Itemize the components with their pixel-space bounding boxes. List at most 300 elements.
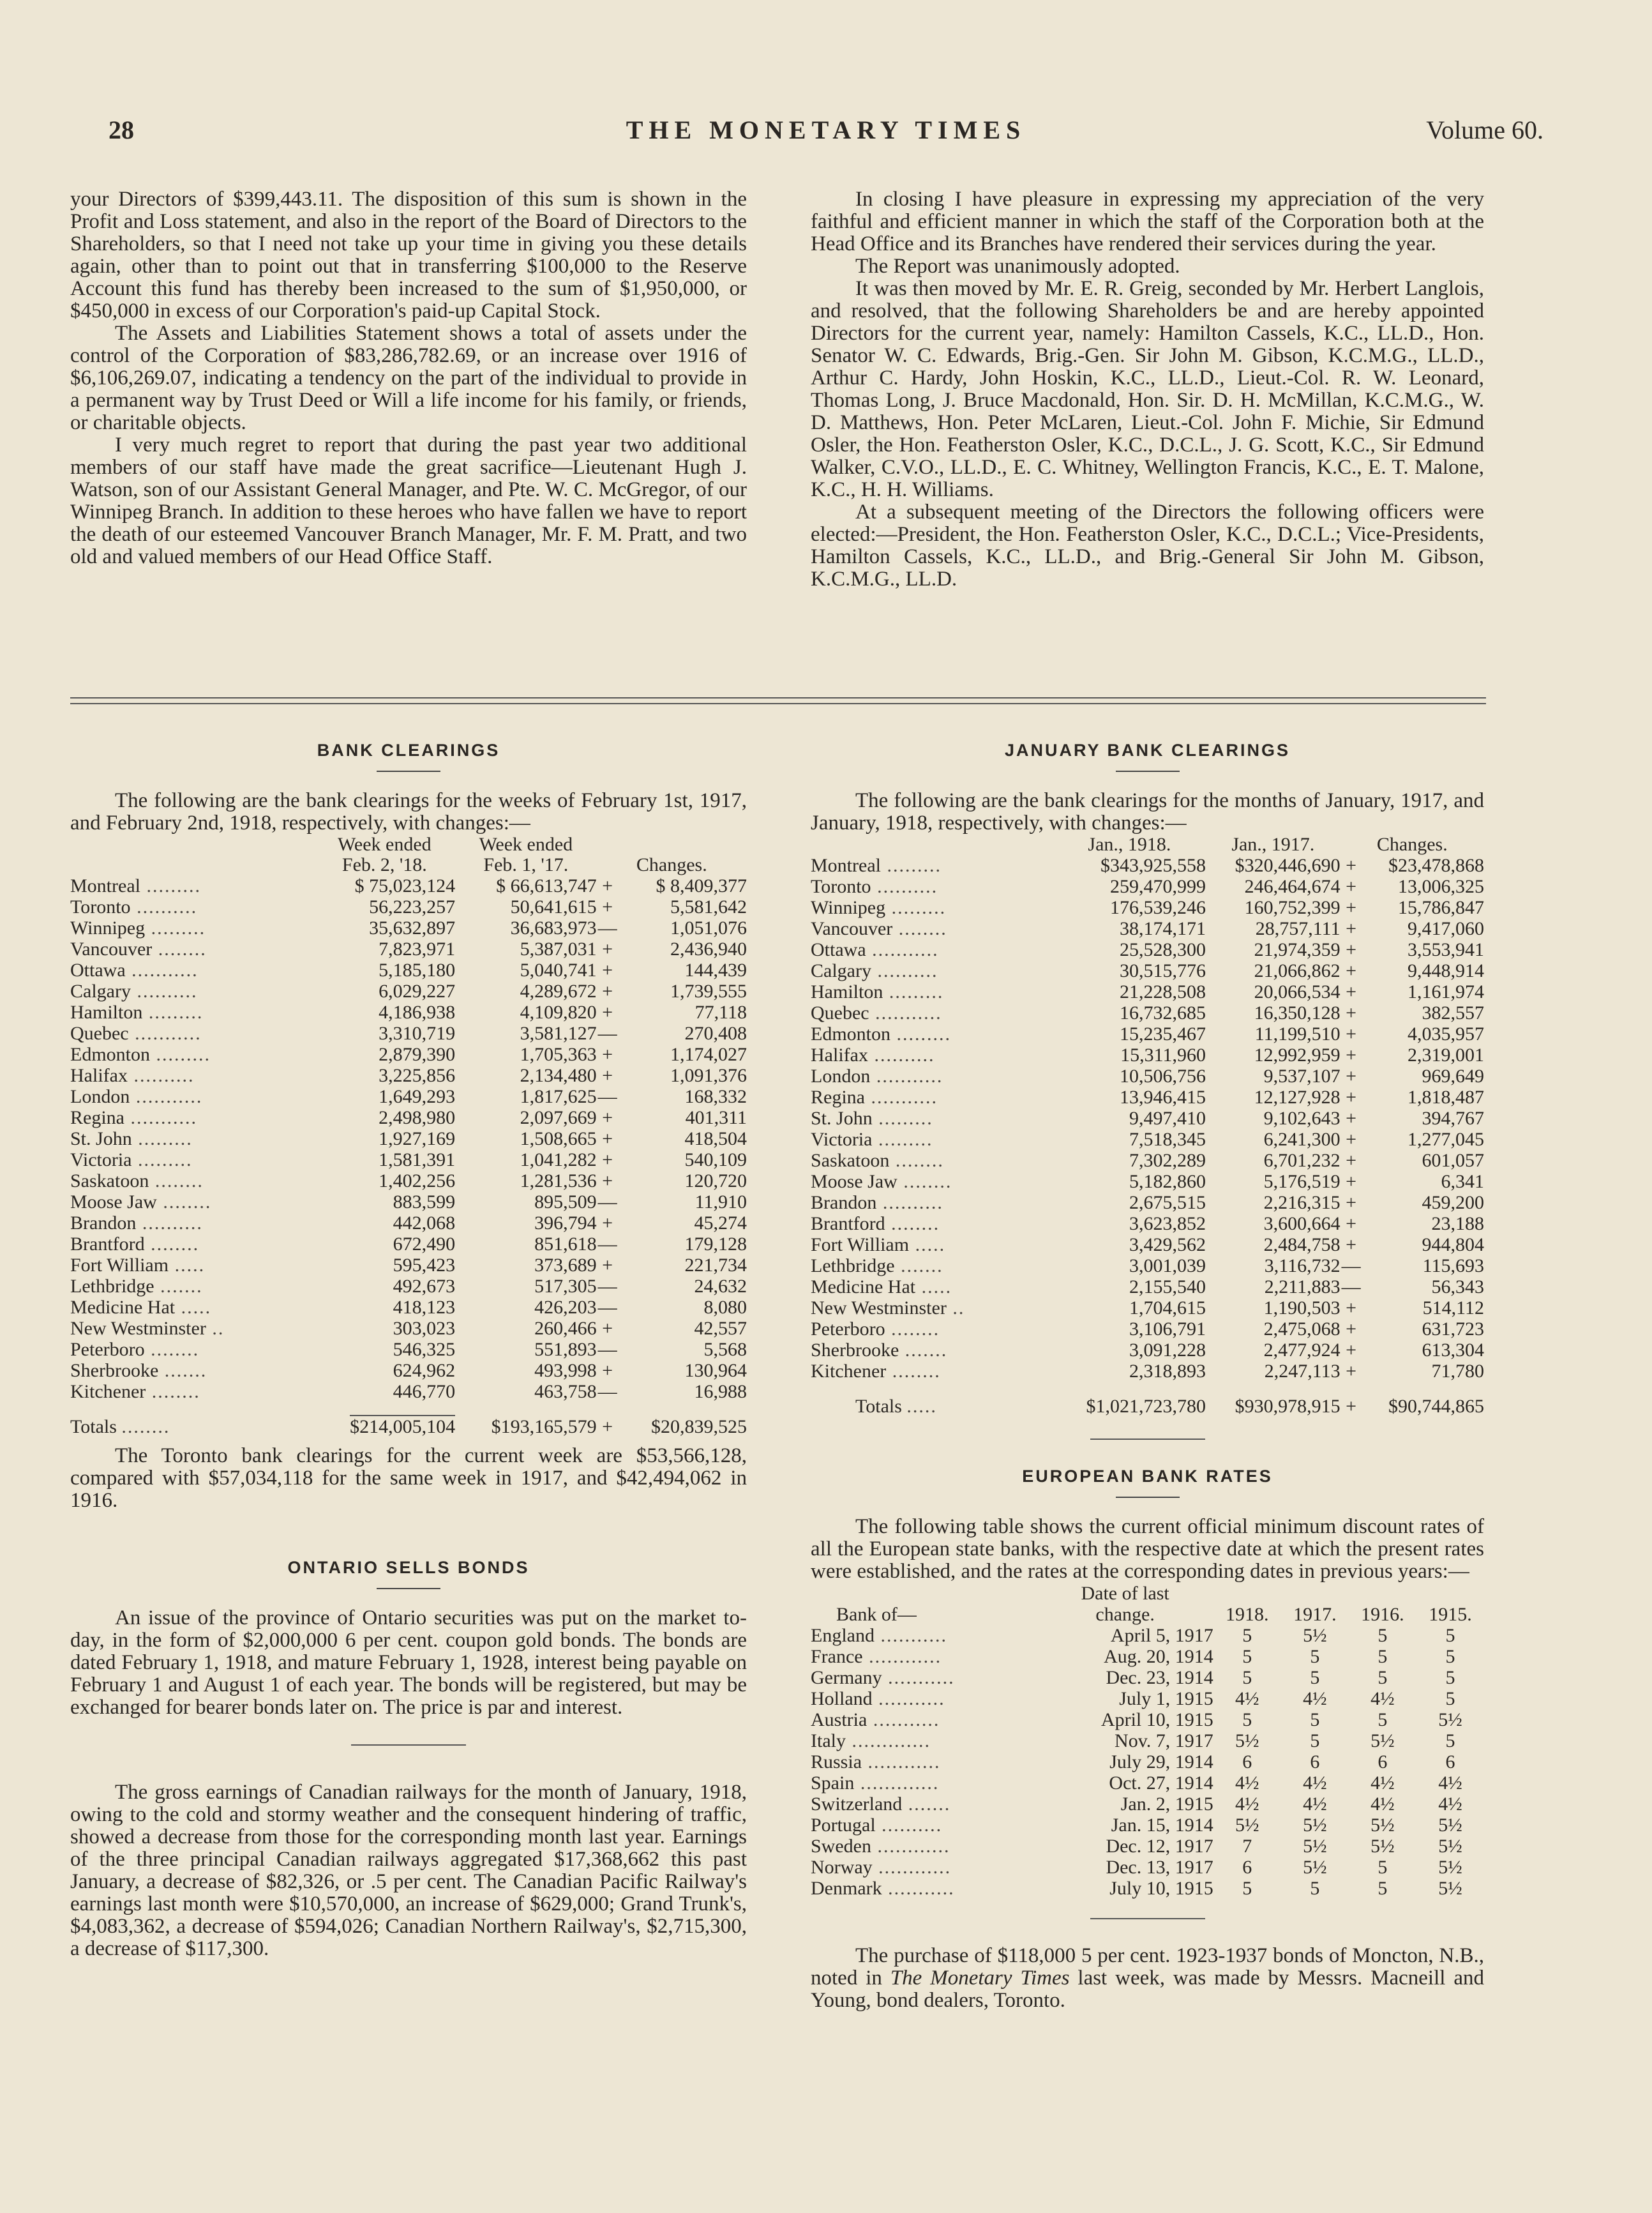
rate-1917: 4½ (1303, 1688, 1327, 1709)
table-row (70, 1023, 747, 1044)
bottom-right-column (811, 728, 1484, 2012)
date-of-last-change: Dec. 23, 1914 (1106, 1667, 1213, 1688)
value-previous: 11,199,510 (1254, 1023, 1340, 1045)
value-current: 15,235,467 (1120, 1023, 1206, 1045)
value-current: 672,490 (393, 1234, 456, 1255)
leader-dots: ....... (902, 1794, 951, 1815)
value-previous: 493,998 (534, 1360, 597, 1381)
table-row (811, 981, 1484, 1002)
value-current: 7,823,971 (379, 939, 456, 960)
value-previous: 3,116,732 (1264, 1255, 1340, 1276)
change-value: 42,557 (694, 1318, 747, 1339)
date-of-last-change: Oct. 27, 1914 (1109, 1772, 1213, 1794)
value-current: 595,423 (393, 1255, 456, 1276)
change-sign: + (1346, 939, 1357, 960)
city-name: Victoria (70, 1149, 132, 1170)
totals-row (70, 1402, 747, 1437)
leader-dots: ......... (880, 855, 942, 876)
rate-1915: 4½ (1438, 1772, 1462, 1794)
leader-dots: ........ (146, 1381, 200, 1402)
city-name: Quebec (70, 1023, 129, 1044)
rate-1917: 5½ (1303, 1836, 1327, 1857)
page-number: 28 (109, 116, 134, 144)
value-previous: 2,134,480 (520, 1065, 597, 1086)
city-name: London (70, 1086, 130, 1107)
rate-1918: 5 (1242, 1646, 1252, 1667)
leader-dots: .......... (875, 1815, 943, 1836)
value-previous: 160,752,399 (1244, 897, 1340, 918)
totals-b: $193,165,579 (491, 1416, 597, 1437)
moncton-note-end: last week, was made by Messrs. Macneill and Young, bond dealers, Toronto. (811, 1967, 1484, 2012)
city-name: Peterboro (811, 1318, 885, 1340)
section-title-european-rates: EUROPEAN BANK RATES (1022, 1467, 1273, 1486)
value-previous: 2,247,113 (1264, 1361, 1340, 1382)
city-name: Regina (70, 1107, 124, 1128)
change-value: 144,439 (684, 960, 747, 981)
change-value: 1,739,555 (670, 981, 747, 1002)
leader-dots: .......... (130, 981, 198, 1002)
city-cell (811, 1276, 1053, 1297)
rate-1916: 5 (1378, 1667, 1388, 1688)
city-name: Fort William (811, 1234, 910, 1255)
city-cell (70, 1065, 314, 1086)
city-name: Toronto (811, 876, 871, 897)
leader-dots: ............. (854, 1772, 940, 1794)
leader-dots: ........... (882, 1878, 955, 1899)
totals-sign: + (602, 1416, 613, 1437)
journal-name: The Monetary Times (890, 1967, 1070, 1990)
change-value: 459,200 (1422, 1192, 1484, 1213)
rate-1918: 5 (1242, 1625, 1252, 1646)
change-sign: + (602, 939, 613, 960)
toronto-note: The Toronto bank clearings for the current week are $53,566,128, compared with $57,034,118 for the same week in 1917, and $42,494,062 in 1916. (70, 1444, 747, 1512)
value-current: 176,539,246 (1110, 897, 1206, 918)
leader-dots: ........... (124, 1107, 197, 1128)
table-row (811, 1625, 1484, 1646)
value-current: 3,001,039 (1129, 1255, 1206, 1276)
bank-cell (811, 1688, 1037, 1709)
top-left-column (70, 188, 747, 568)
city-cell (70, 1023, 314, 1044)
value-current: 1,581,391 (379, 1149, 456, 1170)
city-cell (70, 1360, 314, 1381)
leader-dots: ........... (869, 1002, 942, 1023)
rate-1918: 6 (1242, 1857, 1252, 1878)
table-row (70, 939, 747, 960)
city-name: Quebec (811, 1002, 869, 1023)
rate-1915: 5 (1445, 1730, 1455, 1751)
header-week-ended: Week ended (338, 834, 432, 855)
table-row (811, 939, 1484, 960)
change-sign: + (1346, 1234, 1357, 1255)
leader-dots: ........... (128, 1023, 202, 1044)
rate-1918: 5 (1242, 1667, 1252, 1688)
article-separator (1090, 1918, 1205, 1919)
city-cell (70, 1339, 314, 1360)
city-name: Sherbrooke (811, 1340, 899, 1361)
bank-cell (811, 1878, 1037, 1899)
change-value: 71,780 (1431, 1361, 1484, 1382)
value-previous: 1,508,665 (520, 1128, 597, 1149)
bank-cell (811, 1857, 1037, 1878)
rate-1918: 5 (1242, 1878, 1252, 1899)
bank-cell (811, 1730, 1037, 1751)
city-cell (811, 939, 1053, 960)
leader-dots: ............. (845, 1730, 931, 1751)
value-previous: 2,097,669 (520, 1107, 597, 1128)
table-row (811, 1751, 1484, 1772)
table-header (811, 1583, 1484, 1604)
table-row (70, 1255, 747, 1276)
value-previous: 2,477,924 (1263, 1340, 1340, 1361)
bank-cell (811, 1772, 1037, 1794)
city-name: Peterboro (70, 1339, 145, 1360)
value-previous: 1,817,625 (520, 1086, 597, 1107)
change-value: 1,161,974 (1408, 981, 1484, 1002)
table-row (811, 1772, 1484, 1794)
city-name: Fort William (70, 1255, 169, 1276)
city-name: Edmonton (70, 1044, 150, 1065)
change-sign: + (602, 1002, 613, 1023)
change-value: 15,786,847 (1398, 897, 1484, 918)
change-sign: + (1346, 1340, 1357, 1361)
section-title-ontario-bonds: ONTARIO SELLS BONDS (287, 1558, 530, 1577)
table-row (70, 875, 747, 896)
rate-1916: 5 (1378, 1646, 1388, 1667)
city-name: St. John (811, 1108, 873, 1129)
city-cell (811, 1361, 1053, 1382)
bank-cell (811, 1625, 1037, 1646)
city-name: Hamilton (811, 981, 883, 1002)
title-rule (377, 1588, 440, 1589)
value-current: 883,599 (393, 1191, 456, 1212)
value-previous: 373,689 (534, 1255, 597, 1276)
table-row (70, 1044, 747, 1065)
bank-cell (811, 1709, 1037, 1730)
leader-dots: ........ (144, 1339, 200, 1360)
value-current: 21,228,508 (1120, 981, 1206, 1002)
rate-1916: 4½ (1370, 1794, 1395, 1815)
city-name: Medicine Hat (70, 1297, 176, 1318)
change-sign: + (602, 1255, 613, 1276)
leader-dots: ........ (121, 1416, 170, 1437)
city-cell (811, 1150, 1053, 1171)
table-row (811, 1255, 1484, 1276)
value-current: 3,623,852 (1129, 1213, 1206, 1234)
city-name: Brandon (70, 1212, 137, 1234)
change-sign: + (602, 1128, 613, 1149)
value-previous: 851,618 (534, 1234, 597, 1255)
value-current: 418,123 (393, 1297, 456, 1318)
value-previous: 5,040,741 (520, 960, 597, 981)
change-sign: + (602, 1360, 613, 1381)
rate-1916: 5 (1378, 1709, 1388, 1730)
city-name: Moose Jaw (811, 1171, 897, 1192)
rate-1917: 5 (1310, 1878, 1320, 1899)
leader-dots: ......... (883, 981, 944, 1002)
change-value: 1,174,027 (670, 1044, 747, 1065)
bank-name: Norway (811, 1857, 873, 1878)
rate-1915: 4½ (1438, 1794, 1462, 1815)
change-value: 179,128 (684, 1234, 747, 1255)
value-previous: 3,581,127 (520, 1023, 597, 1044)
city-name: Victoria (811, 1129, 873, 1150)
change-sign: + (602, 1170, 613, 1191)
city-cell (70, 1107, 314, 1128)
leader-dots: ........... (874, 1625, 947, 1646)
value-previous: 1,705,363 (520, 1044, 597, 1065)
change-value: 601,057 (1422, 1150, 1484, 1171)
change-value: 2,319,001 (1408, 1045, 1484, 1066)
bank-cell (811, 1751, 1037, 1772)
header-changes: Changes. (1376, 834, 1448, 855)
change-sign: + (1346, 960, 1357, 981)
change-sign: + (1346, 897, 1357, 918)
change-value: 540,109 (684, 1149, 747, 1170)
city-name: Winnipeg (70, 918, 146, 939)
city-cell (811, 1255, 1053, 1276)
table-row (70, 896, 747, 918)
rate-1916: 5½ (1370, 1815, 1395, 1836)
rate-1915: 5½ (1438, 1709, 1462, 1730)
value-previous: 5,387,031 (520, 939, 597, 960)
table-row (70, 1002, 747, 1023)
change-sign: — (597, 1297, 617, 1318)
change-sign: — (597, 1234, 617, 1255)
city-cell (811, 1066, 1053, 1087)
change-sign: + (1346, 1023, 1357, 1045)
table-header (811, 1604, 1484, 1625)
table-row (811, 855, 1484, 876)
rate-1918: 4½ (1235, 1772, 1259, 1794)
city-name: Vancouver (70, 939, 153, 960)
change-sign: + (1346, 1171, 1357, 1192)
value-current: 2,879,390 (379, 1044, 456, 1065)
table-row (811, 1002, 1484, 1023)
value-current: 3,106,791 (1129, 1318, 1206, 1340)
leader-dots: ........ (152, 939, 207, 960)
value-previous: 5,176,519 (1263, 1171, 1340, 1192)
rate-1915: 5½ (1438, 1836, 1462, 1857)
rate-1917: 5 (1310, 1709, 1320, 1730)
paragraph: The Report was unanimously adopted. (855, 255, 1180, 278)
change-sign: + (602, 875, 613, 896)
change-value: 4,035,957 (1408, 1023, 1484, 1045)
city-name: Calgary (811, 960, 871, 981)
leader-dots: ........... (866, 939, 939, 960)
table-row (811, 960, 1484, 981)
table-row (811, 1129, 1484, 1150)
totals-row (811, 1382, 1484, 1417)
city-name: Brantford (70, 1234, 145, 1255)
city-name: Lethbridge (811, 1255, 895, 1276)
change-sign: + (602, 896, 613, 918)
totals-a: $1,021,723,780 (1086, 1396, 1206, 1417)
city-cell (70, 1191, 314, 1212)
rate-1918: 4½ (1235, 1794, 1259, 1815)
value-previous: 517,305 (534, 1276, 597, 1297)
leader-dots: ......... (131, 1149, 193, 1170)
city-name: Ottawa (70, 960, 126, 981)
change-sign: + (1346, 1297, 1357, 1318)
city-cell (811, 1108, 1053, 1129)
city-cell (811, 1045, 1053, 1066)
change-value: 120,720 (684, 1170, 747, 1191)
city-name: Montreal (70, 875, 140, 896)
city-cell (70, 1044, 314, 1065)
city-cell (70, 1149, 314, 1170)
leader-dots: ............ (862, 1646, 942, 1667)
date-of-last-change: July 1, 1915 (1119, 1688, 1213, 1709)
change-value: 944,804 (1422, 1234, 1484, 1255)
value-current: 4,186,938 (379, 1002, 456, 1023)
table-row (70, 1381, 747, 1402)
table-row (811, 1023, 1484, 1045)
change-sign: + (1346, 1087, 1357, 1108)
change-sign: — (1341, 1276, 1361, 1297)
change-sign: + (1346, 1150, 1357, 1171)
change-sign: + (1346, 1318, 1357, 1340)
city-cell (811, 897, 1053, 918)
leader-dots: ......... (872, 1129, 933, 1150)
bank-name: France (811, 1646, 863, 1667)
leader-dots: ........... (130, 1086, 203, 1107)
change-value: 8,080 (703, 1297, 747, 1318)
value-previous: 4,109,820 (520, 1002, 597, 1023)
top-right-column (811, 188, 1484, 591)
rate-1915: 5 (1445, 1667, 1455, 1688)
change-sign: + (1346, 1002, 1357, 1023)
leader-dots: ......... (890, 1023, 951, 1045)
value-previous: 20,066,534 (1254, 981, 1340, 1002)
header-date-of-last: Date of last (1081, 1583, 1169, 1604)
change-value: 9,417,060 (1408, 918, 1484, 939)
bank-name: Spain (811, 1772, 855, 1794)
rate-1916: 5 (1378, 1878, 1388, 1899)
value-current: 3,429,562 (1129, 1234, 1206, 1255)
table-row (70, 1234, 747, 1255)
change-sign: + (602, 1149, 613, 1170)
table-row (70, 1107, 747, 1128)
date-of-last-change: April 5, 1917 (1110, 1625, 1213, 1646)
city-name: New Westminster (70, 1318, 206, 1339)
title-rule (1116, 1497, 1180, 1498)
rate-1917: 4½ (1303, 1772, 1327, 1794)
bank-name: Holland (811, 1688, 873, 1709)
city-name: Kitchener (811, 1361, 887, 1382)
header-week-ended: Week ended (479, 834, 573, 855)
leader-dots: ........ (885, 1318, 940, 1340)
city-name: Winnipeg (811, 897, 886, 918)
leader-dots: ......... (131, 1128, 193, 1149)
table-row (811, 1361, 1484, 1382)
bank-cell (811, 1836, 1037, 1857)
value-current: 16,732,685 (1120, 1002, 1206, 1023)
header-bank-of: Bank of— (836, 1604, 917, 1625)
city-cell (70, 1170, 314, 1191)
change-value: 418,504 (684, 1128, 747, 1149)
change-value: 221,734 (684, 1255, 747, 1276)
bank-name: Austria (811, 1709, 867, 1730)
rate-1915: 5½ (1438, 1857, 1462, 1878)
change-value: 394,767 (1422, 1108, 1484, 1129)
leader-dots: ..... (169, 1255, 206, 1276)
value-previous: 12,992,959 (1254, 1045, 1340, 1066)
date-of-last-change: Aug. 20, 1914 (1104, 1646, 1213, 1667)
leader-dots: ..... (909, 1234, 946, 1255)
table-row (811, 1108, 1484, 1129)
leader-dots: ........ (892, 918, 947, 939)
table-row (811, 1646, 1484, 1667)
leader-dots: ....... (154, 1276, 203, 1297)
bank-cell (811, 1815, 1037, 1836)
table-row (70, 1339, 747, 1360)
city-name: Halifax (811, 1045, 868, 1066)
section-title-january-clearings: JANUARY BANK CLEARINGS (1004, 741, 1291, 760)
value-previous: 1,041,282 (520, 1149, 597, 1170)
table-row (70, 918, 747, 939)
table-row (70, 1212, 747, 1234)
change-value: 969,649 (1422, 1066, 1484, 1087)
value-current: 7,302,289 (1129, 1150, 1206, 1171)
city-cell (811, 1318, 1053, 1340)
header-feb-1918: Feb. 2, '18. (342, 854, 427, 875)
value-current: 25,528,300 (1120, 939, 1206, 960)
header-jan-1917: Jan., 1917. (1231, 834, 1315, 855)
change-value: $ 8,409,377 (656, 875, 747, 896)
running-head (109, 115, 1543, 153)
value-previous: 2,211,883 (1264, 1276, 1340, 1297)
title-rule (377, 771, 440, 772)
january-clearings-table (811, 835, 1484, 1417)
value-current: 5,182,860 (1129, 1171, 1206, 1192)
city-cell (811, 1340, 1053, 1361)
leader-dots: ........ (149, 1170, 204, 1191)
table-row (70, 1191, 747, 1212)
section-divider (70, 697, 1486, 704)
value-current: 9,497,410 (1129, 1108, 1206, 1129)
city-name: Montreal (811, 855, 881, 876)
city-name: Toronto (70, 896, 131, 918)
rate-1916: 5 (1378, 1625, 1388, 1646)
paragraph: At a subsequent meeting of the Directors the following officers were elected:—President, the Hon. Featherston Osler, K.C., D.C.L.; Vice-Presidents, Hamilton Cassels, K.C., LL.D., and Brig.-General Sir John M. Gibson, K.C.M.G., LL.D. (811, 501, 1484, 591)
rate-1915: 5 (1445, 1688, 1455, 1709)
change-value: 5,581,642 (670, 896, 747, 918)
journal-title: THE MONETARY TIMES (626, 116, 1026, 144)
leader-dots: ......... (142, 1002, 204, 1023)
change-sign: + (1346, 1066, 1357, 1087)
change-sign: — (597, 1339, 617, 1360)
header-year: 1915. (1429, 1604, 1472, 1625)
leader-dots: ........ (886, 1361, 941, 1382)
value-current: $ 75,023,124 (354, 875, 456, 896)
value-current: 7,518,345 (1129, 1129, 1206, 1150)
rate-1917: 5½ (1303, 1625, 1327, 1646)
rate-1918: 6 (1242, 1751, 1252, 1772)
change-sign: + (1346, 876, 1357, 897)
volume-label: Volume 60. (1426, 116, 1543, 144)
value-previous: 9,537,107 (1263, 1066, 1340, 1087)
change-sign: — (597, 1276, 617, 1297)
leader-dots: ..... (906, 1396, 937, 1417)
rate-1918: 4½ (1235, 1688, 1259, 1709)
rate-1915: 5 (1445, 1625, 1455, 1646)
rate-1917: 5½ (1303, 1815, 1327, 1836)
change-sign: + (1346, 981, 1357, 1002)
change-value: 77,118 (695, 1002, 747, 1023)
totals-label: Totals (70, 1416, 117, 1437)
value-current: 1,704,615 (1129, 1297, 1206, 1318)
